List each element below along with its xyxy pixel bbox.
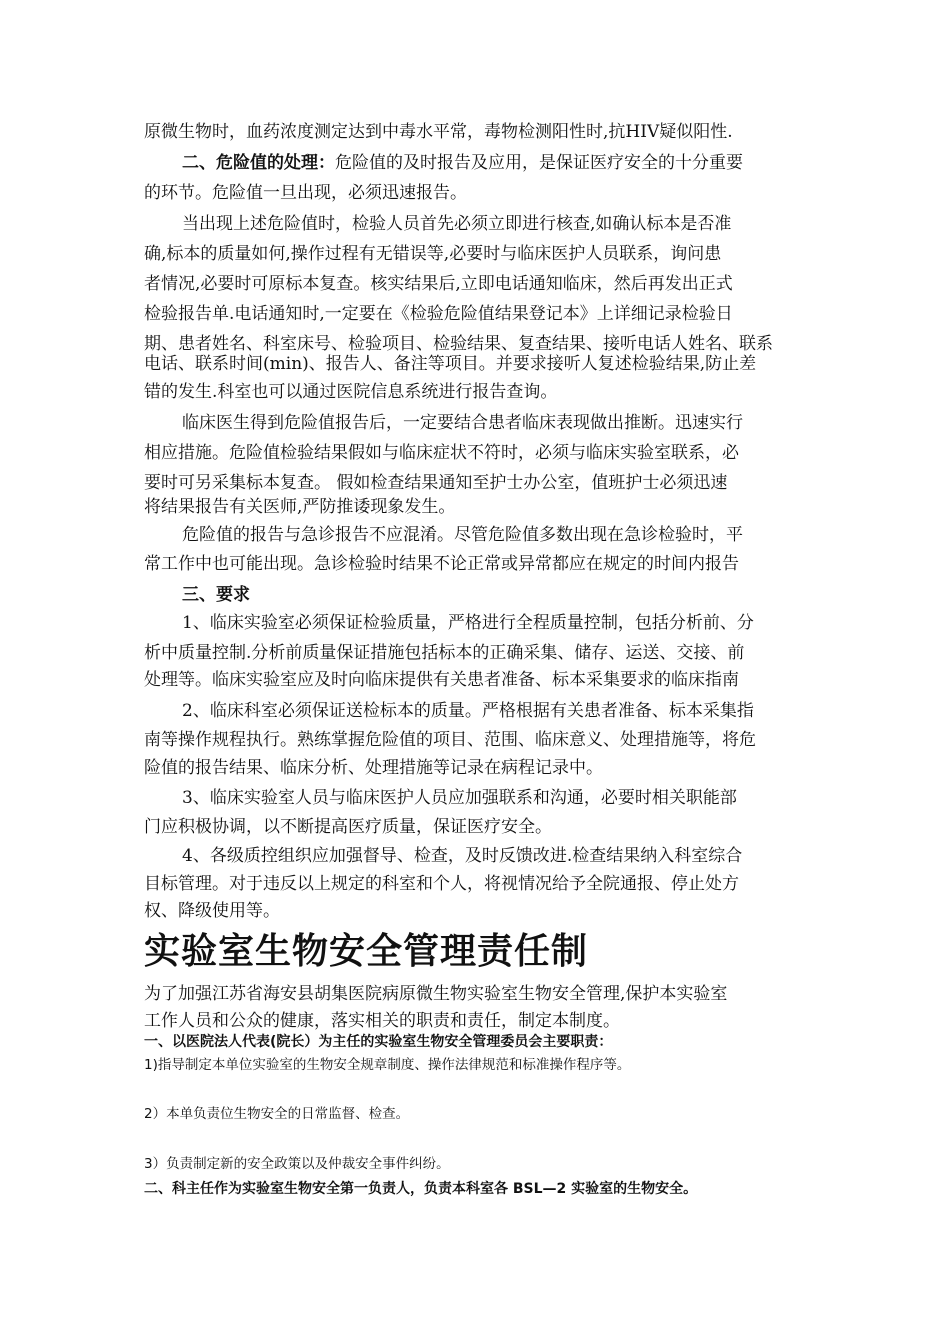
page-title: 实验室生物安全管理责任制 [144,931,589,972]
text-line: 者情况,必要时可原标本复查。核实结果后,立即电话通知临床，然后再发出正式 [144,274,733,294]
section-3-heading: 三、要求 [182,585,250,605]
text-line: 3、临床实验室人员与临床医护人员应加强联系和沟通，必要时相关职能部 [182,788,737,808]
text-line: 相应措施。危险值检验结果假如与临床症状不符时，必须与临床实验室联系，必 [144,443,739,463]
text-line: 期、患者姓名、科室床号、检验项目、检验结果、复查结果、接听电话人姓名、联系 [144,334,773,354]
text-line: 门应积极协调，以不断提高医疗质量，保证医疗安全。 [144,817,552,837]
text-line: 原微生物时，血药浓度测定达到中毒水平常，毒物检测阳性时,抗HIV疑似阳性. [144,122,733,142]
text-line: 常工作中也可能出现。急诊检验时结果不论正常或异常都应在规定的时间内报告 [144,554,739,574]
text-line: 权、降级使用等。 [144,901,280,921]
text-line: 检验报告单.电话通知时,一定要在《检验危险值结果登记本》上详细记录检验日 [144,304,733,324]
section-2-text: 危险值的及时报告及应用，是保证医疗安全的十分重要 [335,153,743,173]
duty-heading: 一、以医院法人代表(院长）为主任的实验室生物安全管理委员会主要职责： [144,1034,613,1050]
text-line: 临床医生得到危险值报告后，一定要结合患者临床表现做出推断。迅速实行 [182,413,743,433]
text-line: 危险值的报告与急诊报告不应混淆。尽管危险值多数出现在急诊检验时，平 [182,525,743,545]
text-line: 电话、联系时间(min)、报告人、备注等项目。并要求接听人复述检验结果,防止差 [144,354,757,374]
intro-line: 工作人员和公众的健康，落实相关的职责和责任，制定本制度。 [144,1011,620,1031]
section-2-label: 二、危险值的处理： [182,153,335,173]
duty-item: 1)指导制定本单位实验室的生物安全规章制度、操作法律规范和标准操作程序等。 [144,1057,631,1073]
intro-line: 为了加强江苏省海安县胡集医院病原微生物实验室生物安全管理,保护本实验室 [144,984,728,1004]
text-line: 南等操作规程执行。熟练掌握危险值的项目、范围、临床意义、处理措施等，将危 [144,730,756,750]
text-line: 当出现上述危险值时，检验人员首先必须立即进行核查,如确认标本是否准 [182,214,732,234]
text-line: 将结果报告有关医师,严防推诿现象发生。 [144,497,456,517]
text-line: 错的发生.科室也可以通过医院信息系统进行报告查询。 [144,382,558,402]
text-line: 4、各级质控组织应加强督导、检查，及时反馈改进.检查结果纳入科室综合 [182,846,743,866]
text-line: 处理等。临床实验室应及时向临床提供有关患者准备、标本采集要求的临床指南 [144,670,739,690]
section-2-line [182,152,808,174]
text-line: 的环节。危险值一旦出现，必须迅速报告。 [144,183,467,203]
text-line: 2、临床科室必须保证送检标本的质量。严格根据有关患者准备、标本采集指 [182,701,754,721]
duty-item: 2）本单负责位生物安全的日常监督、检查。 [144,1106,410,1122]
text-line: 1、临床实验室必须保证检验质量，严格进行全程质量控制，包括分析前、分 [182,613,754,633]
text-line: 险值的报告结果、临床分析、处理措施等记录在病程记录中。 [144,758,603,778]
text-line: 要时可另采集标本复查。 假如检查结果通知至护士办公室，值班护士必须迅速 [144,473,728,493]
section-heading: 二、科主任作为实验室生物安全第一负责人，负责本科室各 BSL—2 实验室的生物安全。 [144,1181,698,1197]
text-line: 析中质量控制.分析前质量保证措施包括标本的正确采集、储存、运送、交接、前 [144,643,745,663]
text-line: 目标管理。对于违反以上规定的科室和个人，将视情况给予全院通报、停止处方 [144,874,739,894]
text-line: 确,标本的质量如何,操作过程有无错误等,必要时与临床医护人员联系，询问患 [144,244,722,264]
duty-item: 3）负责制定新的安全政策以及仲裁安全事件纠纷。 [144,1156,450,1172]
